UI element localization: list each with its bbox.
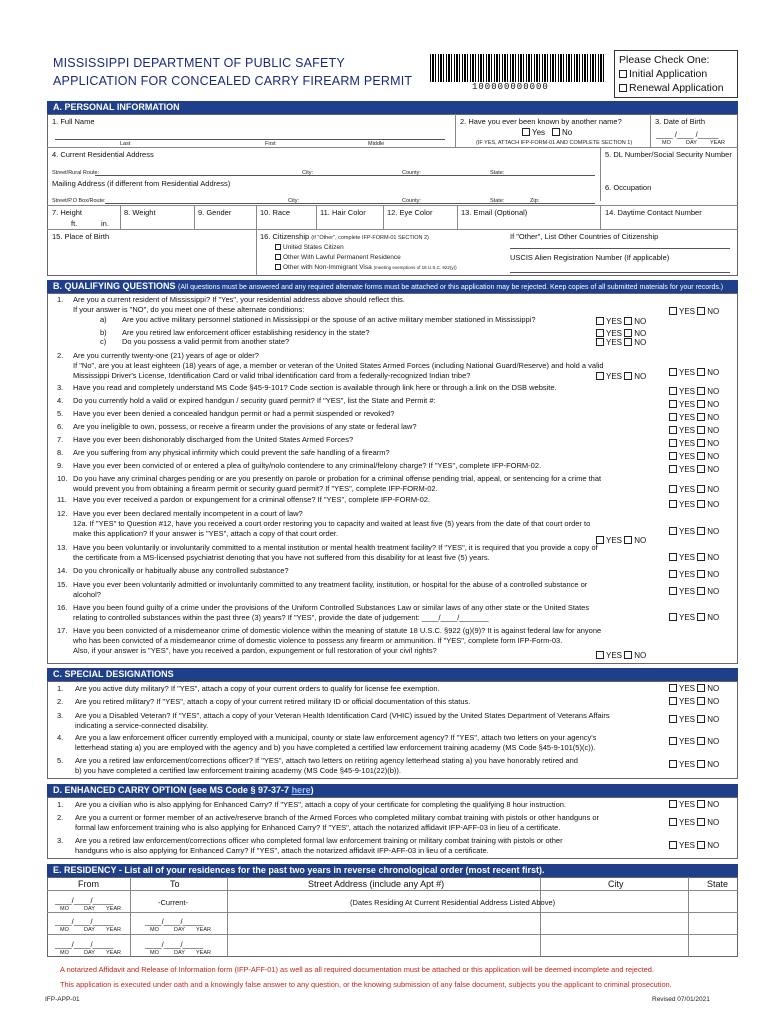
checkbox-icon[interactable] — [697, 439, 705, 447]
title-line-2: APPLICATION FOR CONCEALED CARRY FIREARM PERMIT — [53, 74, 413, 88]
question-text: Have you ever received a pardon or expungement for a criminal offense? If "YES", complete IFP-FORM-02. — [73, 495, 431, 504]
designation-number: 3. — [57, 711, 64, 720]
checkbox-icon[interactable] — [697, 500, 705, 508]
revised-date: Revised 07/01/2021 — [652, 996, 710, 1003]
question-text: Do you possess a valid permit from another state? — [122, 337, 290, 346]
designation-yes-no[interactable]: YES NO — [669, 697, 719, 706]
current-address-note: (Dates Residing At Current Residential Address Listed Above) — [350, 898, 556, 907]
checkbox-icon[interactable] — [669, 553, 677, 561]
designation-number: 4. — [57, 733, 64, 742]
answer-yes-no[interactable]: YES NO — [669, 485, 719, 494]
question-text: Have you ever been dishonorably discharged from the United States Armed Forces? — [73, 435, 354, 444]
enhanced-text: Are you a civilian who is also applying for Enhanced Carry? If "YES", attach a copy of your certificate for completing the qualifying 8 hour instruction. — [75, 800, 566, 809]
checkbox-icon[interactable] — [697, 613, 705, 621]
us-citizen-option[interactable]: United States Citizen — [275, 244, 344, 251]
first-label: First — [265, 141, 276, 147]
designation-text: b) you have completed a certified law enforcement training academy (MS Code §45-9-101(22)(b)). — [75, 766, 401, 775]
checkbox-icon[interactable] — [596, 651, 604, 659]
designation-text: Are you a law enforcement officer currently employed with a municipal, county or state law enforcement agency? If "YES", attach two letters on your agency's — [75, 733, 597, 742]
designation-text: Are you active duty military? If "YES", attach a copy of your current orders to qualify for license fee exemption. — [75, 684, 440, 693]
checkbox-icon[interactable] — [697, 760, 705, 768]
question-text: Have you been voluntarily or involuntarily committed to a mental institution or mental health treatment facility? If "YES", it is required that you provide a copy of — [73, 543, 598, 552]
checkbox-icon[interactable] — [669, 500, 677, 508]
question-text: Are you retired law enforcement officer establishing residency in the state? — [122, 328, 370, 337]
checkbox-icon[interactable] — [697, 485, 705, 493]
question-text: Are you active military personnel stationed in Mississippi or the spouse of an active military member stationed in Mississippi? — [122, 315, 536, 324]
known-by-note: (IF YES, ATTACH IFP-FORM-01 AND COMPLETE SECTION 1) — [476, 140, 633, 146]
checkbox-icon[interactable] — [275, 254, 281, 260]
question-text: make this application? If your answer is "YES", attach a copy of that court order. — [73, 529, 339, 538]
question-text: Have you been found guilty of a crime under the provisions of the Uniform Controlled Substances Law or similar laws of any other state or the United States — [73, 603, 590, 612]
checkbox-icon[interactable] — [697, 800, 705, 808]
answer-yes-no[interactable]: YES NO — [669, 570, 719, 579]
dob-label: 3. Date of Birth — [655, 117, 706, 126]
street-po-label: Street/P.O Box/Route: — [52, 198, 106, 204]
sub-answer-yes-no[interactable]: YES NO — [596, 317, 646, 326]
question-number: 3. — [57, 383, 64, 392]
question-number: 2. — [57, 351, 64, 360]
checkbox-icon[interactable] — [697, 818, 705, 826]
pob-label: 15. Place of Birth — [52, 232, 110, 241]
checkbox-icon[interactable] — [522, 128, 530, 136]
enhanced-number: 3. — [57, 836, 64, 845]
question-number: a) — [100, 315, 107, 324]
enhanced-yes-no[interactable]: YES NO — [669, 841, 719, 850]
checkbox-icon[interactable] — [697, 465, 705, 473]
checkbox-icon[interactable] — [552, 128, 560, 136]
known-by-label: 2. Have you ever been known by another name? — [460, 117, 622, 126]
enhanced-yes-no[interactable]: YES NO — [669, 800, 719, 809]
answer-yes-no[interactable]: YES NO — [669, 439, 719, 448]
dob-field[interactable]: ____ /____ /_____ — [656, 130, 719, 139]
question-text: the certificate from a MS-licensed psychiatrist denoting that you have not suffered from this disability for at least five (5) years. — [73, 553, 490, 562]
initial-option[interactable]: Initial Application — [619, 67, 733, 81]
question-text: Are you suffering from any physical infirmity which could prevent the safe handling of a firearm? — [73, 448, 390, 457]
residential-line[interactable] — [95, 175, 595, 176]
question-number: 14. — [57, 566, 68, 575]
checkbox-icon[interactable] — [697, 426, 705, 434]
question-text: Do you have any criminal charges pending or are you presently on parole or probation for a criminal offense pending trial, appeal, or sentencing for a crime that — [73, 474, 602, 483]
application-type-box — [614, 50, 738, 98]
barcode-number: 100000000000 — [472, 82, 549, 92]
from-date-3[interactable]: ____/____/_____ — [55, 940, 114, 949]
question-number: 16. — [57, 603, 68, 612]
question-number: 15. — [57, 580, 68, 589]
question-text: who has been convicted of a misdemeanor crime of domestic violence to possess any firearm or ammunition. If "YES", complete form IFP-Form-03. — [73, 636, 563, 645]
checkbox-icon[interactable] — [669, 587, 677, 595]
checkbox-icon[interactable] — [697, 715, 705, 723]
section-e-header: E. RESIDENCY - List all of your residences for the past two years in reverse chronological order (most recent first). — [47, 864, 738, 877]
question-text: Do you currently hold a valid or expired handgun / security guard permit? If "YES", list the State and Permit #: — [73, 396, 436, 405]
street-label: Street/Rural Route: — [52, 170, 100, 176]
designation-text: Are you a Disabled Veteran? If "YES", attach a copy of your Veteran Health Identification Card (VHIC) issued by the United States Department of Veterans Affairs — [75, 711, 610, 720]
checkbox-icon[interactable] — [697, 387, 705, 395]
checkbox-icon[interactable] — [669, 841, 677, 849]
checkbox-icon[interactable] — [669, 570, 677, 578]
checkbox-icon[interactable] — [624, 338, 632, 346]
answer-yes-no[interactable]: YES NO — [669, 368, 719, 377]
checkbox-icon[interactable] — [697, 527, 705, 535]
question-text: Have you read and completely understand MS Code §45-9-101? Code section is available through link here or through a link on the DSB website. — [73, 383, 557, 392]
checkbox-icon[interactable] — [669, 818, 677, 826]
checkbox-icon[interactable] — [697, 553, 705, 561]
gender-label: 9. Gender — [198, 208, 232, 217]
enhanced-text: Are you a retired law enforcement/corrections officer who completed formal law enforcement training or military combat training with pistols or other — [75, 836, 563, 845]
answer-yes-no[interactable]: YES NO — [669, 426, 719, 435]
question-text: If your answer is "NO", do you meet one of these alternate conditions: — [73, 305, 305, 314]
designation-text: Are you a retired law enforcement/corrections officer? If "YES", attach two letters on retiring agency letterhead stating a) you have honorably retired and — [75, 756, 578, 765]
to-date-2[interactable]: ____/____/_____ — [145, 917, 204, 926]
checkbox-icon[interactable] — [669, 800, 677, 808]
checkbox-icon[interactable] — [669, 426, 677, 434]
designation-yes-no[interactable]: YES NO — [669, 684, 719, 693]
lpr-option[interactable]: Other With Lawful Permanent Residence — [275, 254, 401, 261]
designation-yes-no[interactable]: YES NO — [669, 760, 719, 769]
citizenship-label: 16. Citizenship (if "Other", complete IFP-FORM-01 SECTION 2) — [260, 232, 429, 241]
checkbox-icon[interactable] — [669, 485, 677, 493]
email-label: 13. Email (Optional) — [461, 208, 528, 217]
middle-label: Middle — [368, 141, 385, 147]
checkbox-icon[interactable] — [669, 413, 677, 421]
enhanced-number: 1. — [57, 800, 64, 809]
question-text: Also, if your answer is "YES", have you received a pardon, expungement or full restoration of your civil rights? — [73, 646, 437, 655]
city-header: City — [608, 879, 624, 889]
city-label: City: — [302, 170, 313, 176]
question-text: would prevent you from obtaining a firearm permit or security guard permit? If "YES", complete IFP-FORM-02. — [73, 484, 438, 493]
dl-label: 5. DL Number/Social Security Number — [605, 150, 732, 159]
checkbox-icon[interactable] — [669, 613, 677, 621]
notice-affidavit: A notarized Affidavit and Release of Information form (IFP-AFF-01) as well as all required documentation must be attached or this application will be deemed incomplete and rejected. — [60, 965, 654, 974]
checkbox-icon[interactable] — [624, 372, 632, 380]
enhanced-text: handguns who is also applying for Enhanced Carry? If "YES", attach the notarized affidavit IFP-AFF-03 in lieu of a certificate. — [75, 846, 489, 855]
section-a-header: A. PERSONAL INFORMATION — [47, 101, 738, 114]
section-c-header: C. SPECIAL DESIGNATIONS — [47, 668, 738, 681]
designation-text: indicating a service-connected disability. — [75, 721, 209, 730]
checkbox-icon[interactable] — [697, 570, 705, 578]
full-name-label: 1. Full Name — [52, 117, 95, 126]
to-current: -Current- — [158, 898, 189, 907]
question-text: Have you ever been voluntarily admitted or involuntarily committed to any treatment facility, institution, or hospital for the abuse of a controlled substance or — [73, 580, 588, 589]
height-label: 7. Height — [52, 208, 83, 217]
answer-yes-no[interactable]: YES NO — [669, 307, 719, 316]
from-date-2[interactable]: ____/____/_____ — [55, 917, 114, 926]
mailing-line[interactable] — [105, 203, 595, 204]
checkbox-icon[interactable] — [669, 737, 677, 745]
checkbox-icon[interactable] — [697, 737, 705, 745]
other-countries-label: If "Other", List Other Countries of Citizenship — [510, 232, 659, 241]
answer-yes-no[interactable]: YES NO — [669, 527, 719, 536]
answer-yes-no[interactable]: YES NO — [669, 587, 719, 596]
checkbox-icon[interactable] — [669, 439, 677, 447]
answer-yes-no[interactable]: YES NO — [669, 413, 719, 422]
checkbox-icon[interactable] — [669, 465, 677, 473]
question-number: 10. — [57, 474, 68, 483]
question-number: 9. — [57, 461, 64, 470]
state-label: State: — [490, 170, 505, 176]
sub-answer-yes-no[interactable]: YES NO — [596, 536, 646, 545]
from-header: From — [78, 879, 99, 889]
answer-yes-no[interactable]: YES NO — [669, 465, 719, 474]
checkbox-icon[interactable] — [669, 452, 677, 460]
street-header: Street Address (include any Apt #) — [308, 879, 445, 889]
checkbox-icon[interactable] — [669, 400, 677, 408]
enhanced-yes-no[interactable]: YES NO — [669, 818, 719, 827]
checkbox-icon[interactable] — [697, 697, 705, 705]
county-label: County: — [402, 170, 421, 176]
question-number: b) — [100, 328, 107, 337]
check-one-label: Please Check One: — [619, 54, 710, 66]
designation-yes-no[interactable]: YES NO — [669, 737, 719, 746]
known-by-yes[interactable]: Yes — [522, 128, 545, 137]
checkbox-icon[interactable] — [624, 651, 632, 659]
mailing-label: Mailing Address (if different from Residential Address) — [52, 179, 231, 188]
weight-label: 8. Weight — [124, 208, 156, 217]
question-number: c) — [100, 337, 107, 346]
question-text: Are you currently twenty-one (21) years of age or older? — [73, 351, 259, 360]
question-text: relating to controlled substances within the past three (3) years? If "YES", provide the date of judgement: ____/____/_______ — [73, 613, 489, 622]
question-text: Are you a current resident of Mississippi? If "Yes", your residential address above should reflect this. — [73, 295, 405, 304]
uscis-label: USCIS Alien Registration Number (If applicable) — [510, 253, 670, 262]
sub-answer-yes-no[interactable]: YES NO — [596, 372, 646, 381]
question-text: If "No", are you at least eighteen (18) years of age, a member or veteran of the United States Armed Forces (including National Guard/Reserve) and hold a valid — [73, 361, 604, 370]
answer-yes-no[interactable]: YES NO — [669, 613, 719, 622]
checkbox-icon[interactable] — [669, 760, 677, 768]
barcode — [430, 54, 605, 82]
checkbox-icon[interactable] — [596, 338, 604, 346]
enhanced-text: formal law enforcement training who is also applying for Enhanced Carry? If "YES", attach the notarized affidavit IFP-AFF-03 in lieu of a certificate. — [75, 823, 561, 832]
designation-yes-no[interactable]: YES NO — [669, 715, 719, 724]
question-number: 7. — [57, 435, 64, 444]
checkbox-icon[interactable] — [697, 413, 705, 421]
renewal-option[interactable]: Renewal Application — [619, 81, 733, 95]
checkbox-icon[interactable] — [619, 70, 627, 78]
known-by-no[interactable]: No — [552, 128, 572, 137]
answer-yes-no[interactable]: YES NO — [669, 387, 719, 396]
question-text: alcohol? — [73, 590, 101, 599]
question-number: 4. — [57, 396, 64, 405]
phone-label: 14. Daytime Contact Number — [605, 208, 702, 217]
checkbox-icon[interactable] — [619, 84, 627, 92]
checkbox-icon[interactable] — [669, 527, 677, 535]
checkbox-icon[interactable] — [697, 307, 705, 315]
checkbox-icon[interactable] — [275, 264, 281, 270]
checkbox-icon[interactable] — [596, 372, 604, 380]
designation-number: 1. — [57, 684, 64, 693]
question-number: 1. — [57, 295, 64, 304]
question-text: Have you been convicted of a misdemeanor crime of domestic violence within the meaning of statute 18 U.S.C. §922 (g)(9)? It is against federal law for anyone — [73, 626, 602, 635]
question-number: 11. — [57, 495, 67, 504]
non-immigrant-option[interactable]: Other with Non-Immigrant Visa (meeting exemptions of 18 U.S.C. 922(y)) — [275, 264, 457, 271]
checkbox-icon[interactable] — [697, 684, 705, 692]
question-text: 12a. If "YES" to Question #12, have you received a court order restoring you to capacity and waited at least five (5) years from the date of that court order to — [73, 519, 591, 528]
sub-answer-yes-no[interactable]: YES NO — [596, 651, 646, 660]
question-number: 6. — [57, 422, 64, 431]
designation-text: letterhead stating a) you are employed with the agency and b) you have completed a certified law enforcement training academy (MS Code §45-9-101(5)(c)). — [75, 743, 596, 752]
to-date-3[interactable]: ____/____/_____ — [145, 940, 204, 949]
residential-label: 4. Current Residential Address — [52, 150, 154, 159]
checkbox-icon[interactable] — [697, 841, 705, 849]
designation-number: 5. — [57, 756, 64, 765]
checkbox-icon[interactable] — [275, 244, 281, 250]
section-b-header: B. QUALIFYING QUESTIONS (All questions must be answered and any required alternate forms must be attached or this application may be rejected. Keep copies of all submitted materials for your records.) — [47, 280, 738, 293]
checkbox-icon[interactable] — [669, 715, 677, 723]
checkbox-icon[interactable] — [624, 536, 632, 544]
answer-yes-no[interactable]: YES NO — [669, 452, 719, 461]
answer-yes-no[interactable]: YES NO — [669, 400, 719, 409]
checkbox-icon[interactable] — [697, 452, 705, 460]
question-number: 5. — [57, 409, 64, 418]
designation-number: 2. — [57, 697, 64, 706]
sub-answer-yes-no[interactable]: YES NO — [596, 338, 646, 347]
from-date-1[interactable]: ____/____/_____ — [55, 896, 114, 905]
title-line-1: MISSISSIPPI DEPARTMENT OF PUBLIC SAFETY — [53, 56, 345, 70]
question-text: Have you ever been declared mentally incompetent in a court of law? — [73, 509, 303, 518]
checkbox-icon[interactable] — [669, 684, 677, 692]
enhanced-text: Are you a current or former member of an active/reserve branch of the Armed Forces who completed military combat training with pistols or other handguns or — [75, 813, 599, 822]
question-number: 17. — [57, 626, 68, 635]
race-label: 10. Race — [260, 208, 291, 217]
other-countries-line[interactable] — [510, 248, 730, 249]
section-d-header: D. ENHANCED CARRY OPTION (see MS Code § 97-37-7 here) — [47, 784, 738, 797]
checkbox-icon[interactable] — [697, 400, 705, 408]
hair-label: 11. Hair Color — [320, 208, 366, 217]
question-number: 12. — [57, 509, 68, 518]
name-line[interactable] — [55, 139, 445, 140]
checkbox-icon[interactable] — [669, 368, 677, 376]
question-text: Are you ineligible to own, possess, or receive a firearm under the provisions of any state or federal law? — [73, 422, 417, 431]
form-id: IFP-APP-01 — [45, 996, 80, 1003]
checkbox-icon[interactable] — [624, 317, 632, 325]
question-text: Have you ever been denied a concealed handgun permit or had a permit suspended or revoked? — [73, 409, 395, 418]
sub-answer-yes-no[interactable]: YES NO — [596, 329, 646, 338]
checkbox-icon[interactable] — [697, 368, 705, 376]
state-header: State — [707, 879, 729, 889]
ms-code-here-link[interactable]: here — [291, 785, 311, 795]
question-text: Do you chronically or habitually abuse any controlled substance? — [73, 566, 289, 575]
notice-oath: This application is executed under oath and a knowingly false answer to any question, or the knowing submission of any false document, subjects you the applicant to criminal prosecution. — [60, 980, 672, 989]
question-text: Mississippi Driver's License, Identification Card or valid tribal identification card from a federally-recognized Indian tribe? — [73, 371, 471, 380]
checkbox-icon[interactable] — [596, 317, 604, 325]
checkbox-icon[interactable] — [669, 307, 677, 315]
checkbox-icon[interactable] — [624, 329, 632, 337]
occupation-label: 6. Occupation — [605, 183, 652, 192]
question-number: 13. — [57, 543, 68, 552]
answer-yes-no[interactable]: YES NO — [669, 553, 719, 562]
checkbox-icon[interactable] — [669, 387, 677, 395]
designation-text: Are you retired military? If "YES", attach a copy of your current retired military ID or official documentation of this status. — [75, 697, 471, 706]
checkbox-icon[interactable] — [669, 697, 677, 705]
last-label: Last — [120, 141, 131, 147]
question-text: Have you ever been convicted of or entered a plea of guilty/nolo contendere to any criminal/felony charge? If "YES", complete IFP-FORM-02. — [73, 461, 542, 470]
enhanced-number: 2. — [57, 813, 64, 822]
question-number: 8. — [57, 448, 64, 457]
uscis-line[interactable] — [510, 272, 730, 273]
checkbox-icon[interactable] — [697, 587, 705, 595]
checkbox-icon[interactable] — [596, 329, 604, 337]
eye-label: 12. Eye Color — [387, 208, 433, 217]
to-header: To — [170, 879, 180, 889]
answer-yes-no[interactable]: YES NO — [669, 500, 719, 509]
checkbox-icon[interactable] — [596, 536, 604, 544]
